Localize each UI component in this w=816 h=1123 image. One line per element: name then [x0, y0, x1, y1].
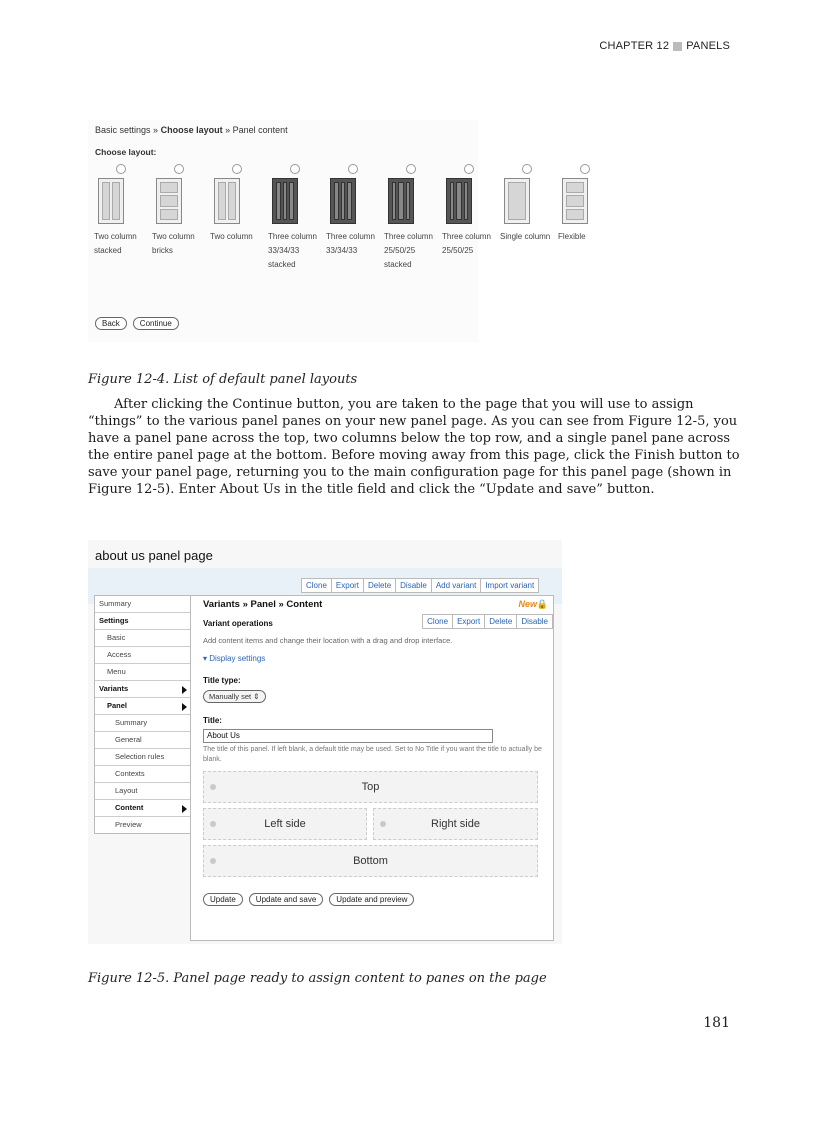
sidebar-item-access[interactable]: Access [95, 647, 191, 664]
gear-icon[interactable] [210, 858, 216, 864]
breadcrumb-separator: » [225, 125, 231, 135]
breadcrumb-panel-content: Panel content [232, 125, 288, 135]
layout-thumbnail[interactable] [504, 178, 530, 224]
breadcrumb-basic-settings[interactable]: Basic settings [95, 125, 151, 135]
arrow-right-icon [182, 703, 187, 711]
display-settings-link[interactable] [203, 654, 265, 663]
gear-icon[interactable] [210, 821, 216, 827]
sidebar-item-settings[interactable]: Settings [95, 613, 191, 630]
layout-label: Three column 25/50/25 stacked [384, 232, 433, 269]
update-button[interactable]: Update [203, 893, 243, 906]
layout-radio[interactable] [464, 164, 474, 174]
sidebar-item-selection-rules[interactable]: Selection rules [95, 749, 191, 766]
region-label: Bottom [353, 855, 388, 867]
sidebar-item-summary-sub[interactable]: Summary [95, 715, 191, 732]
region-label: Left side [264, 818, 306, 830]
layout-thumbnail[interactable] [214, 178, 240, 224]
region-top[interactable] [203, 771, 538, 803]
page-title: about us panel page [95, 548, 213, 563]
layout-label: Two column [210, 232, 253, 241]
sidebar [94, 595, 192, 834]
arrow-right-icon [182, 805, 187, 813]
help-text: Add content items and change their location with a drag and drop interface. [203, 636, 453, 645]
title-input[interactable]: About Us [203, 729, 493, 743]
layout-thumbnail[interactable] [446, 178, 472, 224]
breadcrumb-separator: » [153, 125, 159, 135]
continue-button[interactable]: Continue [133, 317, 179, 330]
chapter-label: CHAPTER 12 [599, 40, 670, 52]
tab-add-variant[interactable]: Add variant [432, 579, 481, 592]
title-type-select[interactable] [203, 690, 266, 703]
layout-thumbnail[interactable] [98, 178, 124, 224]
layout-option-three-column-25-stacked[interactable] [384, 164, 442, 272]
sidebar-item-basic[interactable]: Basic [95, 630, 191, 647]
lock-icon: 🔒 [536, 599, 548, 609]
gear-icon[interactable] [380, 821, 386, 827]
figure-caption-12-4: Figure 12-4. List of default panel layouts [88, 372, 358, 387]
back-button[interactable]: Back [95, 317, 127, 330]
layout-thumbnail[interactable] [330, 178, 356, 224]
layout-option-two-column-stacked[interactable] [94, 164, 152, 272]
tab-delete[interactable]: Delete [364, 579, 396, 592]
layout-option-three-column-25[interactable] [442, 164, 500, 272]
layout-thumbnail[interactable] [272, 178, 298, 224]
breadcrumb [95, 125, 288, 135]
layout-option-three-column-33[interactable] [326, 164, 384, 272]
layout-option-two-column[interactable] [210, 164, 268, 272]
layout-option-two-column-bricks[interactable] [152, 164, 210, 272]
variant-tab-delete[interactable]: Delete [485, 615, 517, 628]
variant-tab-export[interactable]: Export [453, 615, 485, 628]
sidebar-item-panel[interactable] [95, 698, 191, 715]
layout-label: Three column 25/50/25 [442, 232, 491, 255]
wizard-buttons [95, 317, 179, 330]
layout-radio[interactable] [522, 164, 532, 174]
variant-operations-label: Variant operations [203, 619, 273, 628]
form-buttons [203, 893, 414, 906]
sidebar-item-menu[interactable]: Menu [95, 664, 191, 681]
tab-import-variant[interactable]: Import variant [485, 581, 535, 590]
sidebar-item-variants[interactable] [95, 681, 191, 698]
updown-arrow-icon: ⇕ [253, 692, 260, 701]
sidebar-item-content[interactable] [95, 800, 191, 817]
layout-radio[interactable] [348, 164, 358, 174]
body-paragraph: After clicking the Continue button, you are taken to the page that you will use to assign “things” to the various panel panes on your new panel page. As you can see from Figure 12-5, you have a panel pane across the top, two columns below the top row, and a single panel pane across the entire panel page at the bottom. Before moving away from this page, click the Finish button to save your panel page, returning you to the main configuration page for this panel page (shown in Figure 12-5). Enter About Us in the title field and click the “Update and save” button. [88, 397, 740, 497]
region-bottom[interactable] [203, 845, 538, 877]
sidebar-item-preview[interactable]: Preview [115, 820, 142, 829]
gear-icon[interactable] [210, 784, 216, 790]
layout-radio[interactable] [174, 164, 184, 174]
update-and-preview-button[interactable]: Update and preview [329, 893, 414, 906]
layout-option-three-column-33-stacked[interactable] [268, 164, 326, 272]
layout-options [94, 164, 616, 272]
tab-export[interactable]: Export [332, 579, 364, 592]
display-settings-label: Display settings [209, 654, 266, 663]
sidebar-item-general[interactable]: General [95, 732, 191, 749]
section-label: PANELS [686, 40, 730, 52]
layout-radio[interactable] [290, 164, 300, 174]
layout-label: Single column [500, 232, 551, 241]
region-label: Right side [431, 818, 480, 830]
tab-disable[interactable]: Disable [396, 579, 432, 592]
layout-thumbnail[interactable] [388, 178, 414, 224]
layout-label: Three column 33/34/33 stacked [268, 232, 317, 269]
layout-option-single-column[interactable] [500, 164, 558, 272]
layout-radio[interactable] [232, 164, 242, 174]
figure-layout-chooser [88, 120, 586, 342]
arrow-right-icon [182, 686, 187, 694]
breadcrumb-choose-layout: Choose layout [160, 125, 223, 135]
choose-layout-label: Choose layout: [95, 147, 157, 157]
layout-label: Two column bricks [152, 232, 195, 255]
triangle-down-icon: ▾ [203, 654, 208, 663]
layout-thumbnail[interactable] [156, 178, 182, 224]
sidebar-item-label: Panel [107, 701, 128, 710]
variant-tab-clone[interactable]: Clone [423, 615, 453, 628]
layout-radio[interactable] [580, 164, 590, 174]
sidebar-item-summary[interactable]: Summary [95, 596, 191, 613]
region-right-side[interactable] [373, 808, 538, 840]
new-badge: New [518, 599, 537, 609]
panel-heading: Variants » Panel » Content [203, 599, 323, 610]
layout-thumbnail[interactable] [562, 178, 588, 224]
sidebar-item-label: Variants [99, 684, 129, 693]
layout-radio[interactable] [116, 164, 126, 174]
layout-option-flexible[interactable] [558, 164, 616, 272]
sidebar-item-label: Content [115, 803, 144, 812]
layout-label: Two column stacked [94, 232, 137, 255]
region-left-side[interactable] [203, 808, 367, 840]
title-label: Title: [203, 716, 222, 725]
layout-radio[interactable] [406, 164, 416, 174]
figure-panel-content-editor [88, 540, 562, 944]
top-operations-tabs [301, 578, 539, 593]
content-panel [190, 595, 554, 941]
title-description: The title of this panel. If left blank, a default title may be used. Set to No Title if you want the title to actually be blank. [203, 746, 542, 763]
separator-square [673, 42, 682, 51]
variant-operations-tabs [422, 614, 553, 629]
update-and-save-button[interactable]: Update and save [249, 893, 324, 906]
variant-tab-disable[interactable]: Disable [521, 617, 548, 626]
sidebar-item-contexts[interactable]: Contexts [95, 766, 191, 783]
layout-label: Flexible [558, 232, 586, 241]
running-head [599, 40, 730, 52]
title-type-value: Manually set [209, 692, 252, 701]
page-number: 181 [703, 1015, 730, 1031]
region-label: Top [361, 781, 380, 793]
figure-caption-12-5: Figure 12-5. Panel page ready to assign content to panes on the page [88, 971, 547, 986]
sidebar-item-layout[interactable]: Layout [95, 783, 191, 800]
title-type-label: Title type: [203, 676, 241, 685]
layout-label: Three column 33/34/33 [326, 232, 375, 255]
tab-clone[interactable]: Clone [302, 579, 332, 592]
